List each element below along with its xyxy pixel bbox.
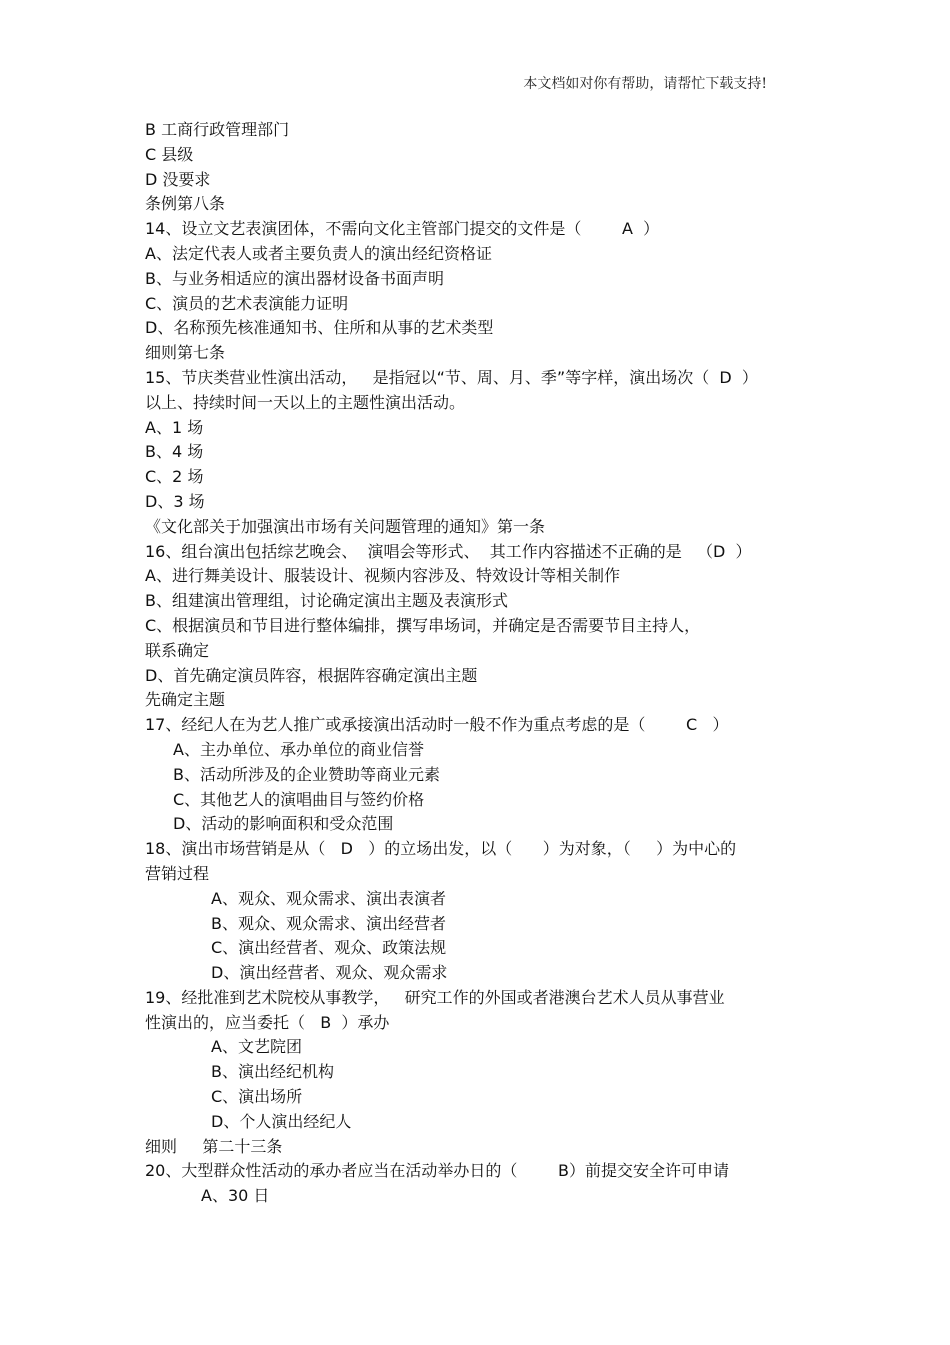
text-line: C 县级 — [145, 144, 194, 164]
text-line: 以上、持续时间一天以上的主题性演出活动。 — [145, 392, 466, 412]
text-line: D、首先确定演员阵容，根据阵容确定演出主题 — [145, 665, 478, 685]
text-line: B、与业务相适应的演出器材设备书面声明 — [145, 268, 444, 288]
text-line: B、演出经纪机构 — [211, 1062, 334, 1082]
text-line: D、个人演出经纪人 — [211, 1111, 352, 1131]
text-line: 18、演出市场营销是从（ D ）的立场出发，以（ ）为对象，（ ）为中心的 — [145, 839, 737, 859]
text-line: A、进行舞美设计、服装设计、视频内容涉及、特效设计等相关制作 — [145, 566, 620, 586]
text-line: 19、经批准到艺术院校从事教学， 研究工作的外国或者港澳台艺术人员从事营业 — [145, 987, 725, 1007]
text-line: A、法定代表人或者主要负责人的演出经纪资格证 — [145, 243, 492, 263]
text-line: 营销过程 — [145, 863, 210, 883]
text-line: 条例第八条 — [145, 194, 226, 214]
text-line: A、主办单位、承办单位的商业信誉 — [173, 739, 424, 759]
text-line: C、根据演员和节目进行整体编排，撰写串场词，并确定是否需要节目主持人， — [145, 615, 701, 635]
text-line: C、2 场 — [145, 467, 204, 487]
text-line: 性演出的，应当委托（ B ）承办 — [145, 1012, 390, 1032]
text-line: 16、组台演出包括综艺晚会、 演唱会等形式、 其工作内容描述不正确的是 （D ） — [145, 541, 752, 561]
text-line: D、3 场 — [145, 491, 205, 511]
text-line: 细则 第二十三条 — [145, 1136, 283, 1156]
text-line: 先确定主题 — [145, 690, 226, 710]
text-line: 20、大型群众性活动的承办者应当在活动举办日的（ B）前提交安全许可申请 — [145, 1161, 730, 1181]
text-line: C、演出场所 — [211, 1087, 303, 1107]
text-line: 联系确定 — [145, 640, 210, 660]
text-line: B、4 场 — [145, 442, 204, 462]
text-line: C、演员的艺术表演能力证明 — [145, 293, 349, 313]
text-line: A、文艺院团 — [211, 1037, 302, 1057]
page-header-note: 本文档如对你有帮助，请帮忙下载支持! — [523, 76, 767, 92]
text-line: D、活动的影响面积和受众范围 — [173, 814, 394, 834]
text-line: A、1 场 — [145, 417, 204, 437]
text-line: D、名称预先核准通知书、住所和从事的艺术类型 — [145, 318, 494, 338]
text-line: 15、节庆类营业性演出活动， 是指冠以“节、周、月、季”等字样，演出场次（ D ） — [145, 367, 758, 387]
text-line: C、其他艺人的演唱曲目与签约价格 — [173, 789, 425, 809]
text-line: 14、设立文艺表演团体，不需向文化主管部门提交的文件是（ A ） — [145, 219, 660, 239]
text-line: 17、经纪人在为艺人推广或承接演出活动时一般不作为重点考虑的是（ C ） — [145, 715, 729, 735]
text-line: A、30 日 — [201, 1186, 270, 1206]
text-line: A、观众、观众需求、演出表演者 — [211, 888, 446, 908]
text-line: D 没要求 — [145, 169, 211, 189]
text-line: B 工商行政管理部门 — [145, 120, 290, 139]
text-line: B、活动所涉及的企业赞助等商业元素 — [173, 764, 440, 784]
text-line: 《文化部关于加强演出市场有关问题管理的通知》第一条 — [145, 516, 546, 536]
text-line: C、演出经营者、观众、政策法规 — [211, 938, 447, 958]
text-line: 细则第七条 — [145, 343, 226, 363]
text-line: D、演出经营者、观众、观众需求 — [211, 963, 448, 983]
text-line: B、组建演出管理组，讨论确定演出主题及表演形式 — [145, 591, 508, 611]
document-body — [145, 118, 825, 1209]
text-line: B、观众、观众需求、演出经营者 — [211, 913, 446, 933]
